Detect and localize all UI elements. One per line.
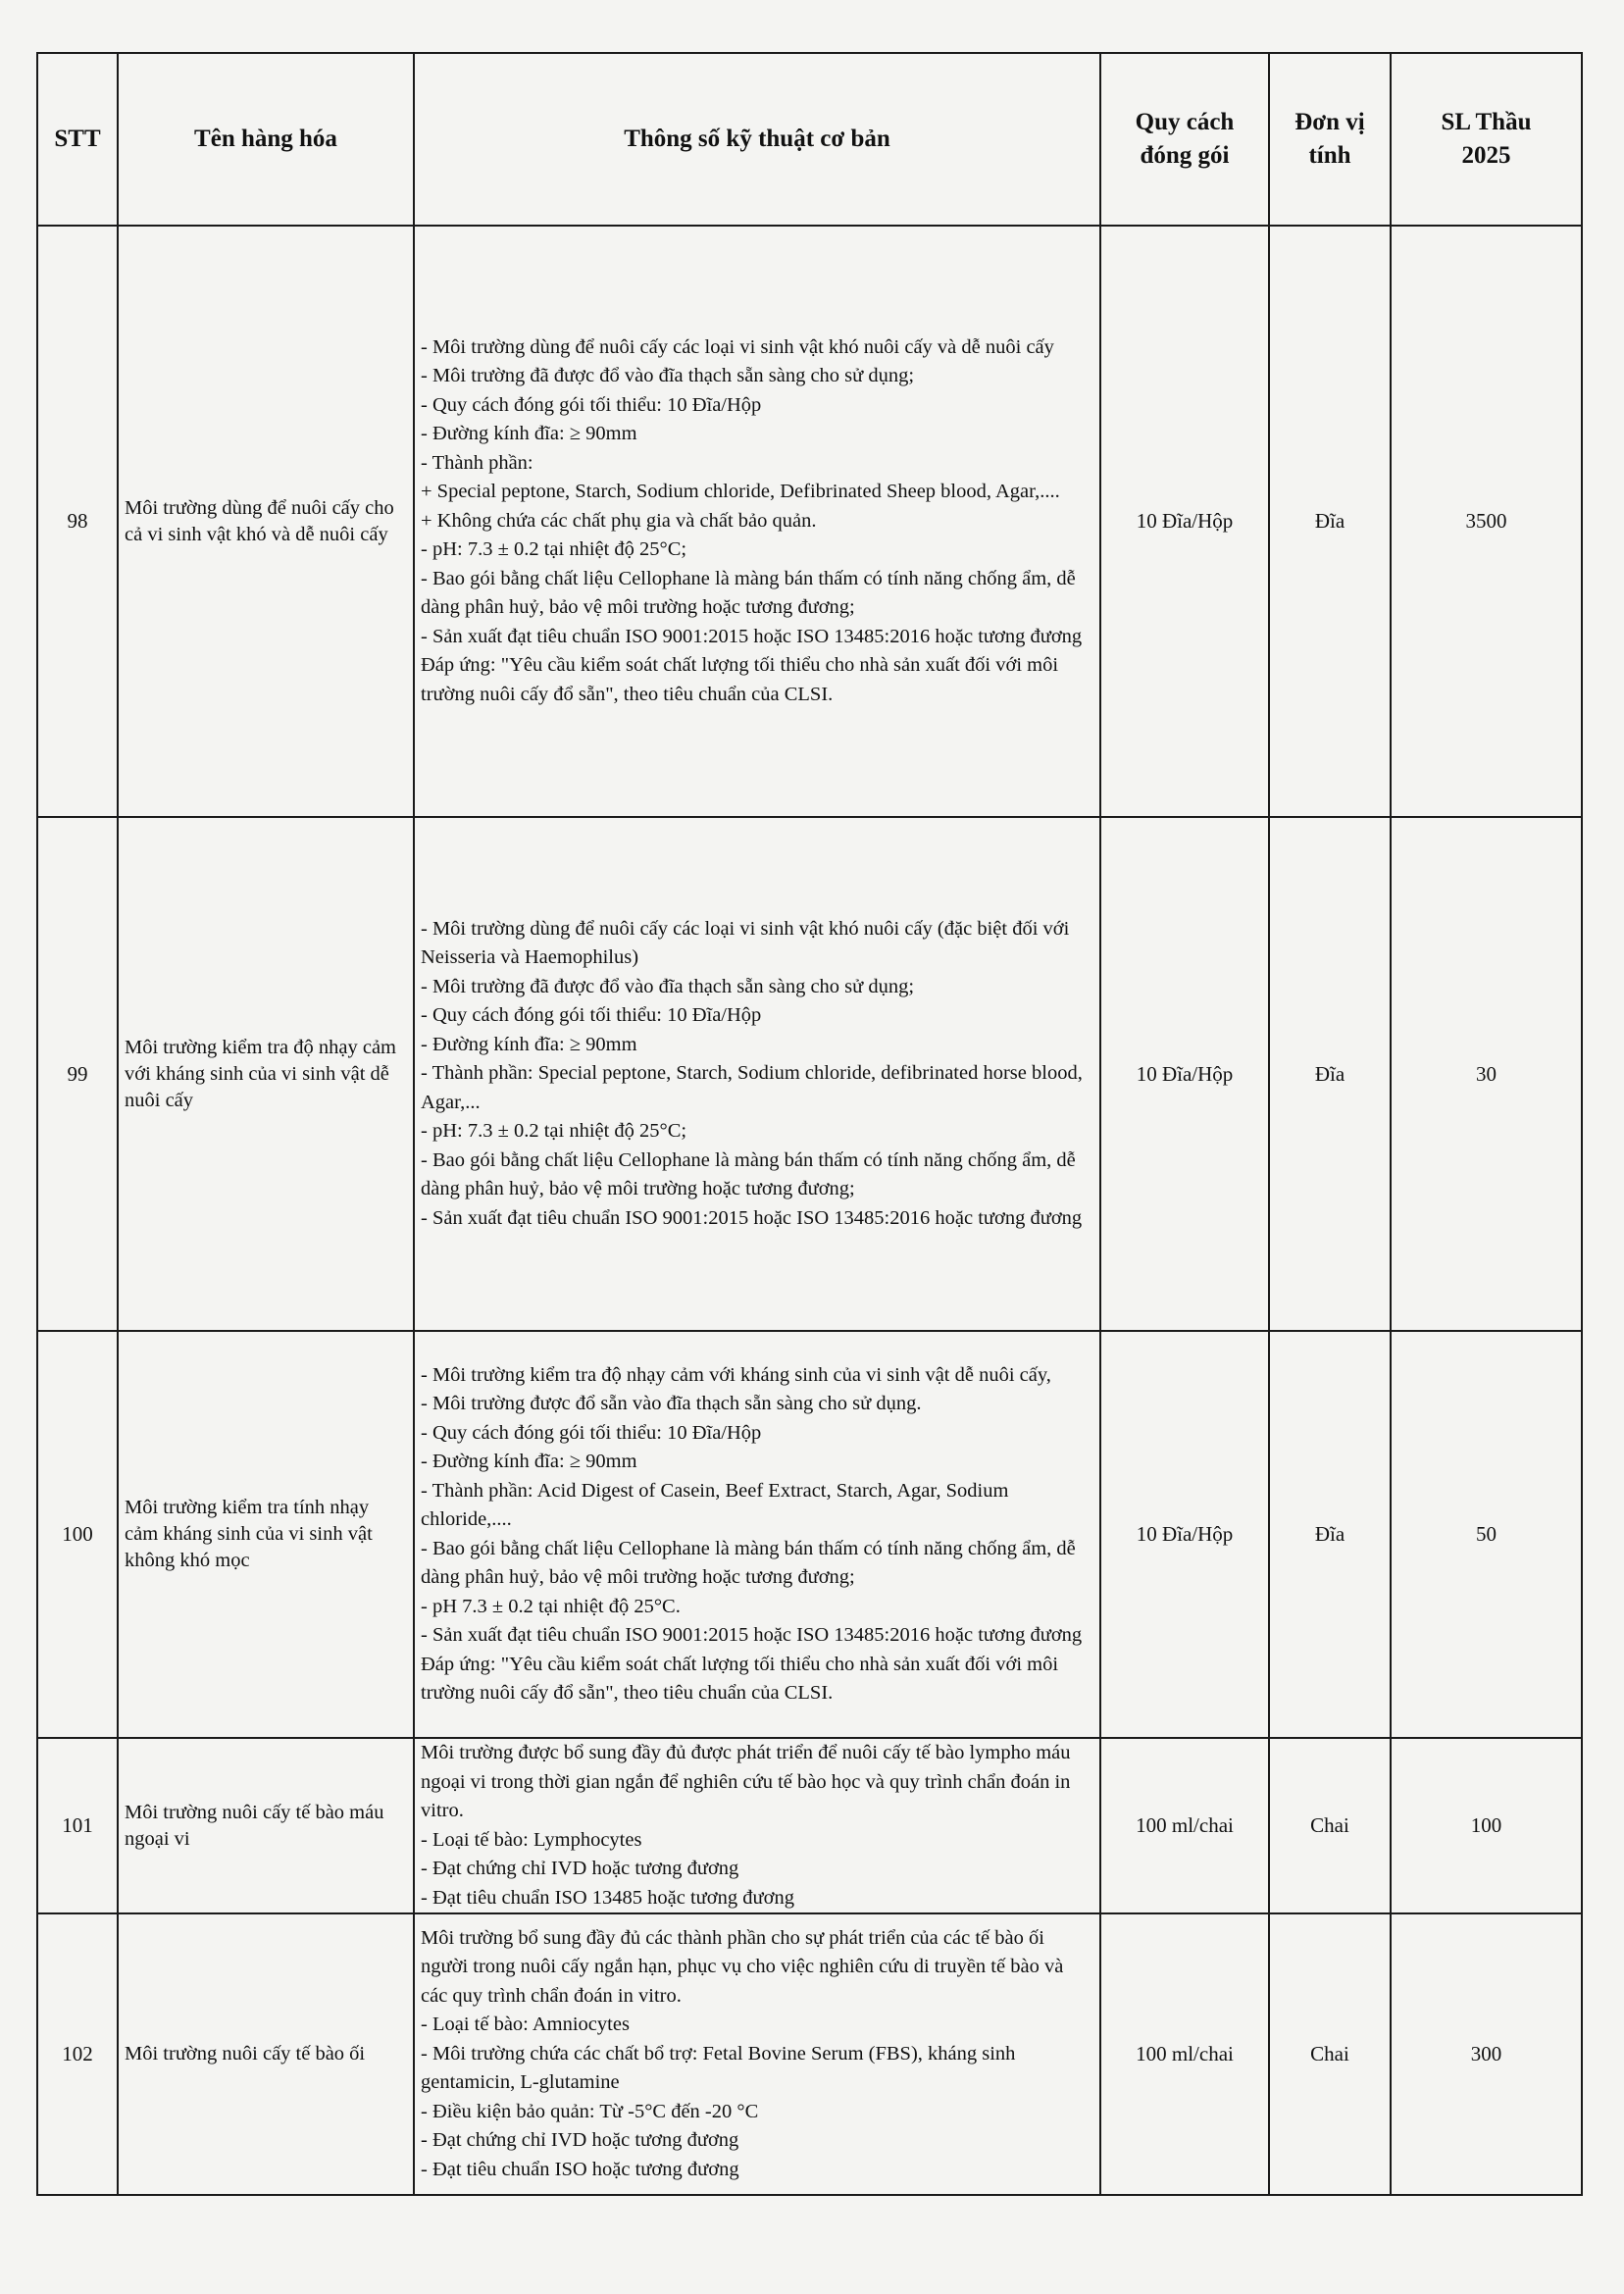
row-spec [414, 1913, 1100, 2195]
header-unit-line2: tính [1308, 142, 1351, 169]
spec-line: + Không chứa các chất phụ gia và chất bảo quản. [421, 509, 817, 532]
spec-line: - Đạt chứng chỉ IVD hoặc tương đương [421, 2129, 739, 2152]
spec-line: - Đường kính đĩa: ≥ 90mm [421, 423, 637, 445]
spec-line: - Môi trường được đổ sẵn vào đĩa thạch sẵn sàng cho sử dụng. [421, 1393, 922, 1414]
spec-line: + Special peptone, Starch, Sodium chloride, Defibrinated Sheep blood, Agar,.... [421, 481, 1060, 503]
row-unit: Đĩa [1269, 817, 1391, 1331]
table-row [37, 1331, 1582, 1738]
table-row [37, 817, 1582, 1331]
spec-line: - Đạt tiêu chuẩn ISO hoặc tương đương [421, 2158, 739, 2180]
header-pack-line1: Quy cách [1135, 109, 1235, 135]
header-unit-line1: Đơn vị [1294, 109, 1365, 135]
spec-line: - pH 7.3 ± 0.2 tại nhiệt độ 25°C. [421, 1595, 681, 1617]
spec-line: - Môi trường chứa các chất bổ trợ: Fetal Bovine Serum (FBS), kháng sinh gentamicin, L-glutamine [421, 2042, 1016, 2094]
spec-line: - Thành phần: [421, 451, 533, 474]
row-qty: 30 [1391, 817, 1582, 1331]
spec-line: - Thành phần: Special peptone, Starch, Sodium chloride, defibrinated horse blood, Agar,... [421, 1062, 1083, 1113]
row-qty: 300 [1391, 1913, 1582, 2195]
row-pack: 100 ml/chai [1100, 1913, 1269, 2195]
row-stt: 100 [37, 1331, 118, 1738]
spec-line: - Loại tế bào: Lymphocytes [421, 1828, 642, 1851]
spec-line: - Đạt chứng chỉ IVD hoặc tương đương [421, 1858, 739, 1879]
row-spec [414, 1738, 1100, 1913]
spec-line: - Bao gói bằng chất liệu Cellophane là màng bán thấm có tính năng chống ẩm, dễ dàng phân huỷ, bảo vệ môi trường hoặc tương đương; [421, 567, 1076, 619]
spec-line: - Quy cách đóng gói tối thiểu: 10 Đĩa/Hộp [421, 1421, 762, 1444]
header-stt: STT [37, 53, 118, 226]
header-spec: Thông số kỹ thuật cơ bản [414, 53, 1100, 226]
row-qty: 3500 [1391, 226, 1582, 817]
row-unit: Chai [1269, 1738, 1391, 1913]
spec-line: - Bao gói bằng chất liệu Cellophane là màng bán thấm có tính năng chống ẩm, dễ dàng phân huỷ, bảo vệ môi trường hoặc tương đương; [421, 1148, 1076, 1200]
row-spec [414, 1331, 1100, 1738]
row-item-name: Môi trường kiểm tra độ nhạy cảm với kháng sinh của vi sinh vật dễ nuôi cấy [118, 817, 414, 1331]
header-pack-line2: đóng gói [1140, 142, 1230, 169]
spec-line: - Môi trường dùng để nuôi cấy các loại vi sinh vật khó nuôi cấy (đặc biệt đối với Neisseria và Haemophilus) [421, 917, 1070, 969]
table-row [37, 1913, 1582, 2195]
row-item-name: Môi trường dùng để nuôi cấy cho cả vi sinh vật khó và dễ nuôi cấy [118, 226, 414, 817]
row-unit: Chai [1269, 1913, 1391, 2195]
table-header-row [37, 53, 1582, 226]
spec-line: - Đạt tiêu chuẩn ISO 13485 hoặc tương đương [421, 1886, 794, 1909]
spec-line: - Môi trường dùng để nuôi cấy các loại vi sinh vật khó nuôi cấy và dễ nuôi cấy [421, 335, 1054, 358]
row-qty: 50 [1391, 1331, 1582, 1738]
spec-line: - Sản xuất đạt tiêu chuẩn ISO 9001:2015 hoặc ISO 13485:2016 hoặc tương đương [421, 1206, 1083, 1229]
spec-line: - Quy cách đóng gói tối thiểu: 10 Đĩa/Hộp [421, 393, 762, 416]
spec-line: - Điều kiện bảo quản: Từ -5°C đến -20 °C [421, 2100, 759, 2122]
spec-line: - Đường kính đĩa: ≥ 90mm [421, 1451, 637, 1472]
row-item-name: Môi trường nuôi cấy tế bào máu ngoại vi [118, 1738, 414, 1913]
table-row [37, 226, 1582, 817]
row-stt: 102 [37, 1913, 118, 2195]
spec-line: - Sản xuất đạt tiêu chuẩn ISO 9001:2015 hoặc ISO 13485:2016 hoặc tương đương [421, 1624, 1083, 1646]
spec-line: - Bao gói bằng chất liệu Cellophane là màng bán thấm có tính năng chống ẩm, dễ dàng phân huỷ, bảo vệ môi trường hoặc tương đương; [421, 1537, 1076, 1588]
specification-table [36, 52, 1583, 2196]
spec-line: - Thành phần: Acid Digest of Casein, Beef Extract, Starch, Agar, Sodium chloride,.... [421, 1479, 1009, 1530]
header-unit [1269, 53, 1391, 226]
row-pack: 10 Đĩa/Hộp [1100, 817, 1269, 1331]
table-row [37, 1738, 1582, 1913]
row-item-name: Môi trường nuôi cấy tế bào ối [118, 1913, 414, 2195]
row-unit: Đĩa [1269, 226, 1391, 817]
row-spec [414, 817, 1100, 1331]
header-qty [1391, 53, 1582, 226]
row-spec [414, 226, 1100, 817]
spec-line: - pH: 7.3 ± 0.2 tại nhiệt độ 25°C; [421, 538, 687, 561]
row-pack: 10 Đĩa/Hộp [1100, 226, 1269, 817]
spec-line: - Quy cách đóng gói tối thiểu: 10 Đĩa/Hộp [421, 1004, 762, 1027]
spec-line: - Đường kính đĩa: ≥ 90mm [421, 1033, 637, 1055]
spec-line: - Môi trường kiểm tra độ nhạy cảm với kháng sinh của vi sinh vật dễ nuôi cấy, [421, 1363, 1051, 1386]
header-qty-line2: 2025 [1461, 142, 1511, 169]
row-item-name: Môi trường kiểm tra tính nhạy cảm kháng sinh của vi sinh vật không khó mọc [118, 1331, 414, 1738]
spec-line: Đáp ứng: "Yêu cầu kiểm soát chất lượng tối thiểu cho nhà sản xuất đối với môi trường nuôi cấy đổ sẵn", theo tiêu chuẩn của CLSI. [421, 1653, 1059, 1704]
row-stt: 99 [37, 817, 118, 1331]
row-unit: Đĩa [1269, 1331, 1391, 1738]
header-name: Tên hàng hóa [118, 53, 414, 226]
spec-line: Môi trường bổ sung đầy đủ các thành phần cho sự phát triển của các tế bào ối người trong nuôi cấy ngắn hạn, phục vụ cho việc nghiên cứu di truyền tế bào và các quy trình chẩn đoán in vitro. [421, 1926, 1064, 2007]
spec-line: - Môi trường đã được đổ vào đĩa thạch sẵn sàng cho sử dụng; [421, 365, 915, 387]
spec-line: - pH: 7.3 ± 0.2 tại nhiệt độ 25°C; [421, 1120, 687, 1143]
spec-line: Đáp ứng: "Yêu cầu kiểm soát chất lượng tối thiểu cho nhà sản xuất đối với môi trường nuôi cấy đổ sẵn", theo tiêu chuẩn của CLSI. [421, 654, 1059, 705]
row-qty: 100 [1391, 1738, 1582, 1913]
spec-line: - Loại tế bào: Amniocytes [421, 2014, 630, 2036]
spec-line: - Sản xuất đạt tiêu chuẩn ISO 9001:2015 hoặc ISO 13485:2016 hoặc tương đương [421, 625, 1083, 647]
spec-line: Môi trường được bổ sung đầy đủ được phát triển để nuôi cấy tế bào lympho máu ngoại vi trong thời gian ngắn để nghiên cứu tế bào học và quy trình chẩn đoán in vitro. [421, 1742, 1071, 1821]
header-qty-line1: SL Thầu [1441, 109, 1532, 135]
row-pack: 10 Đĩa/Hộp [1100, 1331, 1269, 1738]
row-stt: 98 [37, 226, 118, 817]
row-pack: 100 ml/chai [1100, 1738, 1269, 1913]
header-pack [1100, 53, 1269, 226]
spec-line: - Môi trường đã được đổ vào đĩa thạch sẵn sàng cho sử dụng; [421, 975, 915, 997]
row-stt: 101 [37, 1738, 118, 1913]
